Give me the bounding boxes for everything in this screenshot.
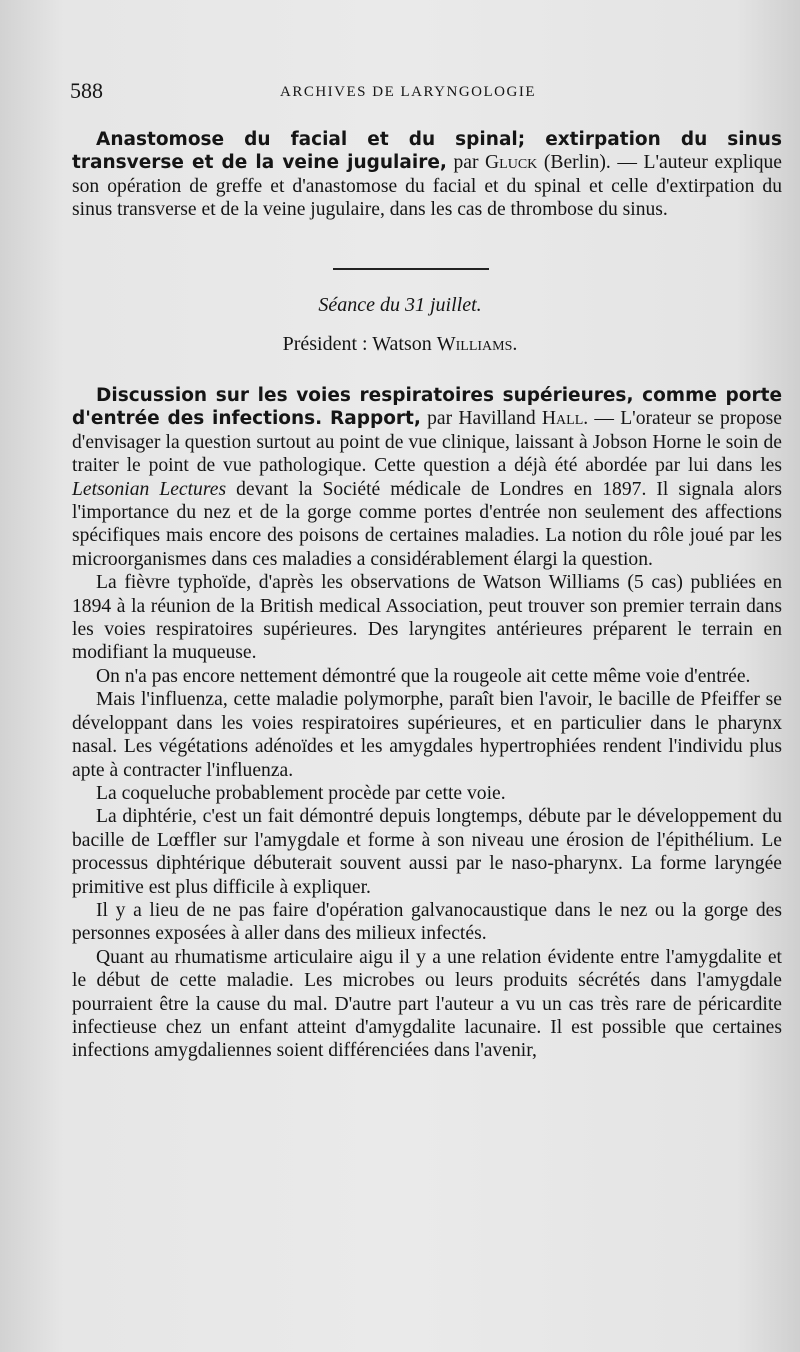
- article-gluck-paragraph: [72, 128, 782, 222]
- president-name: Williams.: [436, 333, 518, 355]
- article-gluck-body: L'auteur explique son opération de greffe et d'anastomose du facial et du spinal et celle d'extirpation du sinus transverse et de la veine jugulaire, dans les cas de thrombose du sinus.: [72, 152, 782, 221]
- article-hall-author: Hall.: [541, 408, 589, 430]
- session-president: [0, 333, 800, 356]
- paragraph-measles: On n'a pas encore nettement démontré que la rougeole ait cette même voie d'entrée.: [96, 665, 751, 687]
- article-gluck-city: (Berlin). —: [537, 152, 644, 174]
- article-hall: [72, 384, 782, 1063]
- paragraph-galvanocautery: Il y a lieu de ne pas faire d'opération galvanocaustique dans le nez ou la gorge des personnes exposées à aller dans des milieux infectés.: [72, 899, 782, 945]
- paragraph-rheumatism: Quant au rhumatisme articulaire aigu il y a une relation évidente entre l'amygdalite et le début de cette maladie. Les microbes ou leurs produits sécrétés dans l'amygdale pourraient être la cause du mal. D'autre part l'auteur a vu un cas très rare de péricardite infectieuse chez un enfant atteint d'amygdalite lacunaire. Il est possible que certaines infections amygdaliennes soient différenciées dans l'avenir,: [72, 946, 782, 1062]
- article-hall-paragraph-intro: [72, 384, 782, 571]
- paragraph-whooping-cough: La coqueluche probablement procède par cette voie.: [96, 782, 506, 804]
- page-number: 588: [70, 78, 103, 103]
- article-hall-text-a: — L'orateur se propose d'envisager la question surtout au point de vue clinique, laissant à Jobson Horne le soin de traiter le point de vue pathologique. Cette question a déjà été abordée par lui dans les: [72, 408, 783, 477]
- paragraph-typhoid: La fièvre typhoïde, d'après les observations de Watson Williams (5 cas) publiées en 1894 à la réunion de la British medical Association, peut trouver son premier terrain dans les voies respiratoires supérieures. Des laryngites antérieures préparent le terrain en modifiant la muqueuse.: [72, 572, 782, 664]
- article-gluck: [72, 128, 782, 222]
- section-divider: [333, 268, 489, 270]
- article-hall-by: par Havilland: [420, 408, 542, 430]
- page-header: [70, 78, 770, 108]
- president-label: Président : Watson: [282, 333, 437, 355]
- article-hall-title: Discussion sur les voies respiratoires supérieures, comme porte d'entrée des infections. Rapport,: [72, 385, 782, 430]
- article-gluck-title: Anastomose du facial et du spinal; extirpation du sinus transverse et de la veine jugulaire,: [72, 129, 782, 174]
- article-gluck-by: par: [446, 152, 486, 174]
- paragraph-influenza: Mais l'influenza, cette maladie polymorphe, paraît bien l'avoir, le bacille de Pfeiffer se développant dans les voies respiratoires supérieures, et en particulier dans le pharynx nasal. Les végétations adénoïdes et les amygdales hypertrophiées rendent l'individu plus apte à contracter l'influenza.: [72, 689, 782, 781]
- article-hall-lectures: Letsonian Lectures: [72, 478, 227, 500]
- running-head: ARCHIVES DE LARYNGOLOGIE: [280, 84, 536, 100]
- session-date: Séance du 31 juillet.: [318, 294, 482, 316]
- article-gluck-author: Gluck: [485, 152, 538, 174]
- article-hall-text-b: devant la Société médicale de Londres en 1897. Il signala alors l'importance du nez et de la gorge comme portes d'entrée non seulement des affections spécifiques mais encore des poisons de certaines maladies. La notion du rôle joué par les microorganismes dans ces maladies a considérablement élargi la question.: [72, 478, 782, 570]
- paragraph-diphtheria: La diphtérie, c'est un fait démontré depuis longtemps, débute par le développement du bacille de Lœffler sur l'amygdale et forme à son niveau une érosion de l'épithélium. Le processus diphtérique débuterait souvent aussi par le naso-pharynx. La forme laryngée primitive est plus difficile à expliquer.: [72, 806, 782, 898]
